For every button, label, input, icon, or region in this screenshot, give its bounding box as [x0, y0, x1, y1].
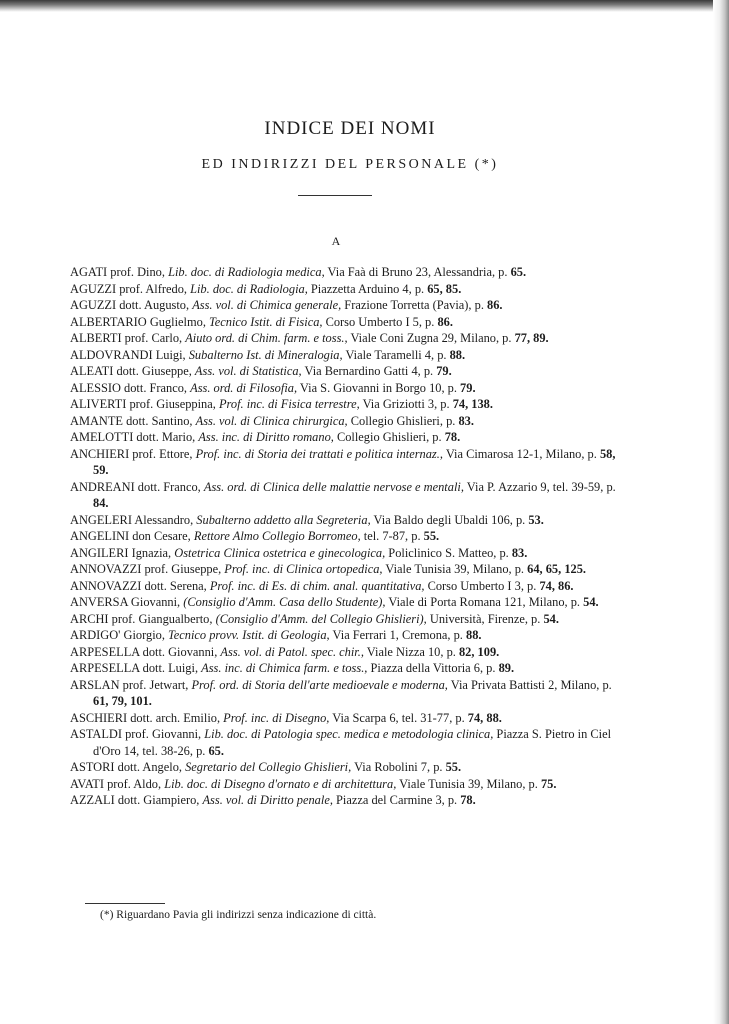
entry-pages: 64, 65, 125.: [527, 562, 586, 576]
entry-name: ASCHIERI dott. arch. Emilio,: [70, 710, 224, 725]
entry-address: Policlinico S. Matteo, p.: [385, 545, 512, 560]
entry-pages: 75.: [540, 776, 557, 791]
entry-pages: 61, 79, 101.: [93, 694, 152, 708]
entry-pages: 78.: [444, 430, 461, 444]
entry-pages: 55.: [445, 760, 462, 774]
entry-pages: 88.: [466, 628, 482, 642]
entry-name: ARPESELLA dott. Luigi,: [70, 661, 202, 675]
index-entry: [70, 297, 630, 314]
entry-address: Viale Nizza 10, p.: [363, 644, 459, 659]
entry-pages: 83.: [458, 413, 474, 428]
entry-role: Ass. vol. di Diritto penale,: [202, 793, 333, 807]
index-entry: [70, 429, 630, 446]
entry-address: tel. 7-87, p.: [360, 529, 424, 543]
entry-name: ALIVERTI prof. Giuseppina,: [70, 397, 219, 411]
entry-pages: 54.: [583, 595, 599, 609]
entry-role: Aiuto ord. di Chim. farm. e toss.,: [185, 331, 348, 345]
footnote: (*) Riguardano Pavia gli indirizzi senza indicazione di città.: [100, 909, 377, 921]
entry-role: Ass. vol. di Clinica chirurgica,: [195, 413, 348, 428]
entry-role: Lib. doc. di Disegno d'ornato e di architettura,: [164, 776, 397, 791]
index-entry: [70, 644, 630, 661]
entry-address: Università, Firenze, p.: [426, 611, 544, 626]
entry-name: ANGELERI Alessandro,: [70, 512, 197, 527]
entry-address: Viale di Porta Romana 121, Milano, p.: [385, 595, 584, 609]
index-entry: [70, 528, 630, 545]
entry-role: Lib. doc. di Radiologia,: [190, 281, 308, 296]
entry-pages: 53.: [528, 512, 544, 527]
entry-pages: 79.: [436, 364, 452, 378]
entry-pages: 89.: [498, 661, 515, 675]
entry-role: Ass. vol. di Patol. spec. chir.,: [220, 644, 364, 659]
entry-pages: 54.: [543, 611, 559, 626]
entry-pages: 77, 89.: [514, 331, 549, 345]
entry-role: Lib. doc. di Patologia spec. medica e metodologia clinica,: [204, 727, 494, 741]
entry-role: Prof. inc. di Storia dei trattati e politica internaz.,: [195, 446, 443, 461]
entry-address: Viale Coni Zugna 29, Milano, p.: [347, 331, 515, 345]
index-entry: [70, 264, 630, 281]
entry-role: Ass. inc. di Diritto romano,: [198, 430, 334, 444]
footnote-divider: [85, 903, 165, 904]
entry-role: Ass. vol. di Statistica,: [194, 364, 302, 378]
entry-role: (Consiglio d'Amm. Casa dello Studente),: [183, 595, 386, 609]
entry-pages: 65.: [510, 265, 527, 279]
entry-role: Lib. doc. di Radiologia medica,: [168, 265, 325, 279]
entry-name: ASTALDI prof. Giovanni,: [70, 727, 205, 741]
scan-right-edge: [713, 0, 729, 1024]
entry-role: Prof. inc. di Clinica ortopedica,: [224, 562, 383, 576]
index-entry: [70, 363, 630, 380]
entry-role: Ass. ord. di Clinica delle malattie nervose e mentali,: [203, 479, 464, 494]
index-entry: [70, 413, 630, 430]
entry-name: AGATI prof. Dino,: [70, 265, 169, 279]
index-entry: [70, 330, 630, 347]
entry-role: Subalterno addetto alla Segreteria,: [196, 512, 371, 527]
index-entry: [70, 380, 630, 397]
entry-name: ALDOVRANDI Luigi,: [70, 347, 189, 362]
name-index-list: [70, 264, 630, 809]
entry-role: Ass. ord. di Filosofia,: [190, 380, 298, 395]
index-entry: [70, 677, 630, 710]
entry-address: Corso Umberto I 3, p.: [424, 578, 540, 593]
entry-pages: 55.: [423, 529, 440, 543]
entry-role: Ass. inc. di Chimica farm. e toss.,: [201, 661, 368, 675]
index-entry: [70, 314, 630, 331]
index-entry: [70, 627, 630, 644]
index-entry: [70, 578, 630, 595]
entry-role: Ostetrica Clinica ostetrica e ginecologica,: [174, 545, 386, 560]
entry-role: Prof. ord. di Storia dell'arte medioevale e moderna,: [191, 677, 448, 692]
entry-role: Prof. inc. di Disegno,: [223, 710, 330, 725]
entry-pages: 84.: [93, 496, 109, 510]
entry-name: ARCHI prof. Giangualberto,: [70, 611, 216, 626]
entry-name: ARDIGO' Giorgio,: [70, 628, 169, 642]
entry-address: Viale Tunisia 39, Milano, p.: [396, 776, 541, 791]
entry-address: Via Bernardino Gatti 4, p.: [301, 364, 437, 378]
entry-address: Via Scarpa 6, tel. 31-77, p.: [329, 710, 468, 725]
index-entry: [70, 446, 630, 479]
entry-pages: 79.: [460, 380, 476, 395]
entry-role: Tecnico Istit. di Fisica,: [209, 314, 323, 329]
index-entry: [70, 512, 630, 529]
index-entry: [70, 726, 630, 759]
entry-pages: 65.: [208, 743, 224, 758]
entry-name: ANNOVAZZI prof. Giuseppe,: [70, 562, 225, 576]
entry-name: ALEATI dott. Giuseppe,: [70, 364, 195, 378]
entry-name: ALBERTI prof. Carlo,: [70, 331, 186, 345]
entry-address: Piazza della Vittoria 6, p.: [367, 661, 499, 675]
index-entry: [70, 545, 630, 562]
entry-pages: 88.: [449, 347, 466, 362]
entry-address: Viale Taramelli 4, p.: [342, 347, 450, 362]
entry-address: Via Faà di Bruno 23, Alessandria, p.: [324, 265, 511, 279]
index-entry: [70, 396, 630, 413]
entry-name: AVATI prof. Aldo,: [70, 776, 165, 791]
entry-address: Frazione Torretta (Pavia), p.: [341, 298, 488, 312]
index-entry: [70, 792, 630, 809]
entry-address: Viale Tunisia 39, Milano, p.: [382, 562, 528, 576]
entry-name: ALESSIO dott. Franco,: [70, 380, 191, 395]
entry-role: (Consiglio d'Amm. del Collegio Ghislieri),: [215, 611, 427, 626]
index-entry: [70, 776, 630, 793]
entry-address: Via Ferrari 1, Cremona, p.: [329, 628, 466, 642]
entry-name: AMELOTTI dott. Mario,: [70, 430, 199, 444]
entry-pages: 74, 88.: [467, 710, 502, 725]
entry-address: Piazza S. Pietro in Ciel d'Oro 14, tel. 38-26, p.: [93, 727, 612, 758]
entry-name: ANVERSA Giovanni,: [70, 595, 184, 609]
page-subtitle: ED INDIRIZZI DEL PERSONALE (*): [201, 157, 499, 172]
entry-address: Via Baldo degli Ubaldi 106, p.: [370, 512, 529, 527]
index-entry: [70, 710, 630, 727]
index-entry: [70, 561, 630, 578]
entry-role: Tecnico provv. Istit. di Geologia,: [168, 628, 330, 642]
entry-pages: 78.: [460, 793, 476, 807]
entry-pages: 82, 109.: [458, 644, 500, 659]
entry-pages: 86.: [437, 314, 453, 329]
entry-address: Piazzetta Arduino 4, p.: [307, 281, 428, 296]
index-entry: [70, 347, 630, 364]
entry-name: AZZALI dott. Giampiero,: [70, 793, 203, 807]
entry-name: ANNOVAZZI dott. Serena,: [70, 578, 210, 593]
entry-name: ANGILERI Ignazia,: [70, 545, 175, 560]
entry-pages: 83.: [511, 545, 528, 560]
entry-name: AGUZZI dott. Augusto,: [70, 298, 193, 312]
page-title: INDICE DEI NOMI: [264, 118, 436, 139]
index-entry: [70, 660, 630, 677]
entry-address: Corso Umberto I 5, p.: [322, 314, 438, 329]
index-entry: [70, 611, 630, 628]
entry-address: Via Robolini 7, p.: [351, 760, 446, 774]
index-entry: [70, 479, 630, 512]
entry-address: Collegio Ghislieri, p.: [333, 430, 445, 444]
entry-name: ALBERTARIO Guglielmo,: [70, 314, 210, 329]
section-letter: A: [331, 234, 341, 248]
entry-role: Rettore Almo Collegio Borromeo,: [193, 529, 361, 543]
entry-name: ARSLAN prof. Jetwart,: [70, 677, 192, 692]
entry-pages: 58, 59.: [93, 446, 616, 477]
entry-pages: 74, 138.: [452, 397, 493, 411]
entry-address: Via Cimarosa 12-1, Milano, p.: [442, 446, 600, 461]
entry-address: Via P. Azzario 9, tel. 39-59, p.: [463, 479, 616, 494]
entry-role: Segretario del Collegio Ghislieri,: [185, 760, 352, 774]
entry-name: ANGELINI don Cesare,: [70, 529, 194, 543]
entry-name: ANDREANI dott. Franco,: [70, 479, 204, 494]
entry-role: Ass. vol. di Chimica generale,: [192, 298, 342, 312]
entry-address: Via Privata Battisti 2, Milano, p.: [447, 677, 612, 692]
entry-pages: 65, 85.: [427, 281, 462, 296]
entry-role: Prof. inc. di Fisica terrestre,: [218, 397, 360, 411]
index-entry: [70, 281, 630, 298]
entry-address: Collegio Ghislieri, p.: [347, 413, 459, 428]
index-entry: [70, 594, 630, 611]
entry-role: Prof. inc. di Es. di chim. anal. quantitativa,: [209, 578, 425, 593]
entry-name: ANCHIERI prof. Ettore,: [70, 446, 196, 461]
scan-top-edge: [0, 0, 729, 12]
entry-address: Piazza del Carmine 3, p.: [332, 793, 461, 807]
title-divider: [298, 195, 372, 196]
entry-address: Via S. Giovanni in Borgo 10, p.: [297, 380, 461, 395]
entry-name: AGUZZI prof. Alfredo,: [70, 281, 191, 296]
index-entry: [70, 759, 630, 776]
entry-name: ARPESELLA dott. Giovanni,: [70, 644, 221, 659]
entry-role: Subalterno Ist. di Mineralogia,: [188, 347, 343, 362]
entry-pages: 74, 86.: [539, 578, 574, 593]
entry-address: Via Griziotti 3, p.: [359, 397, 453, 411]
entry-name: AMANTE dott. Santino,: [70, 413, 196, 428]
entry-pages: 86.: [487, 298, 503, 312]
entry-name: ASTORI dott. Angelo,: [70, 760, 186, 774]
